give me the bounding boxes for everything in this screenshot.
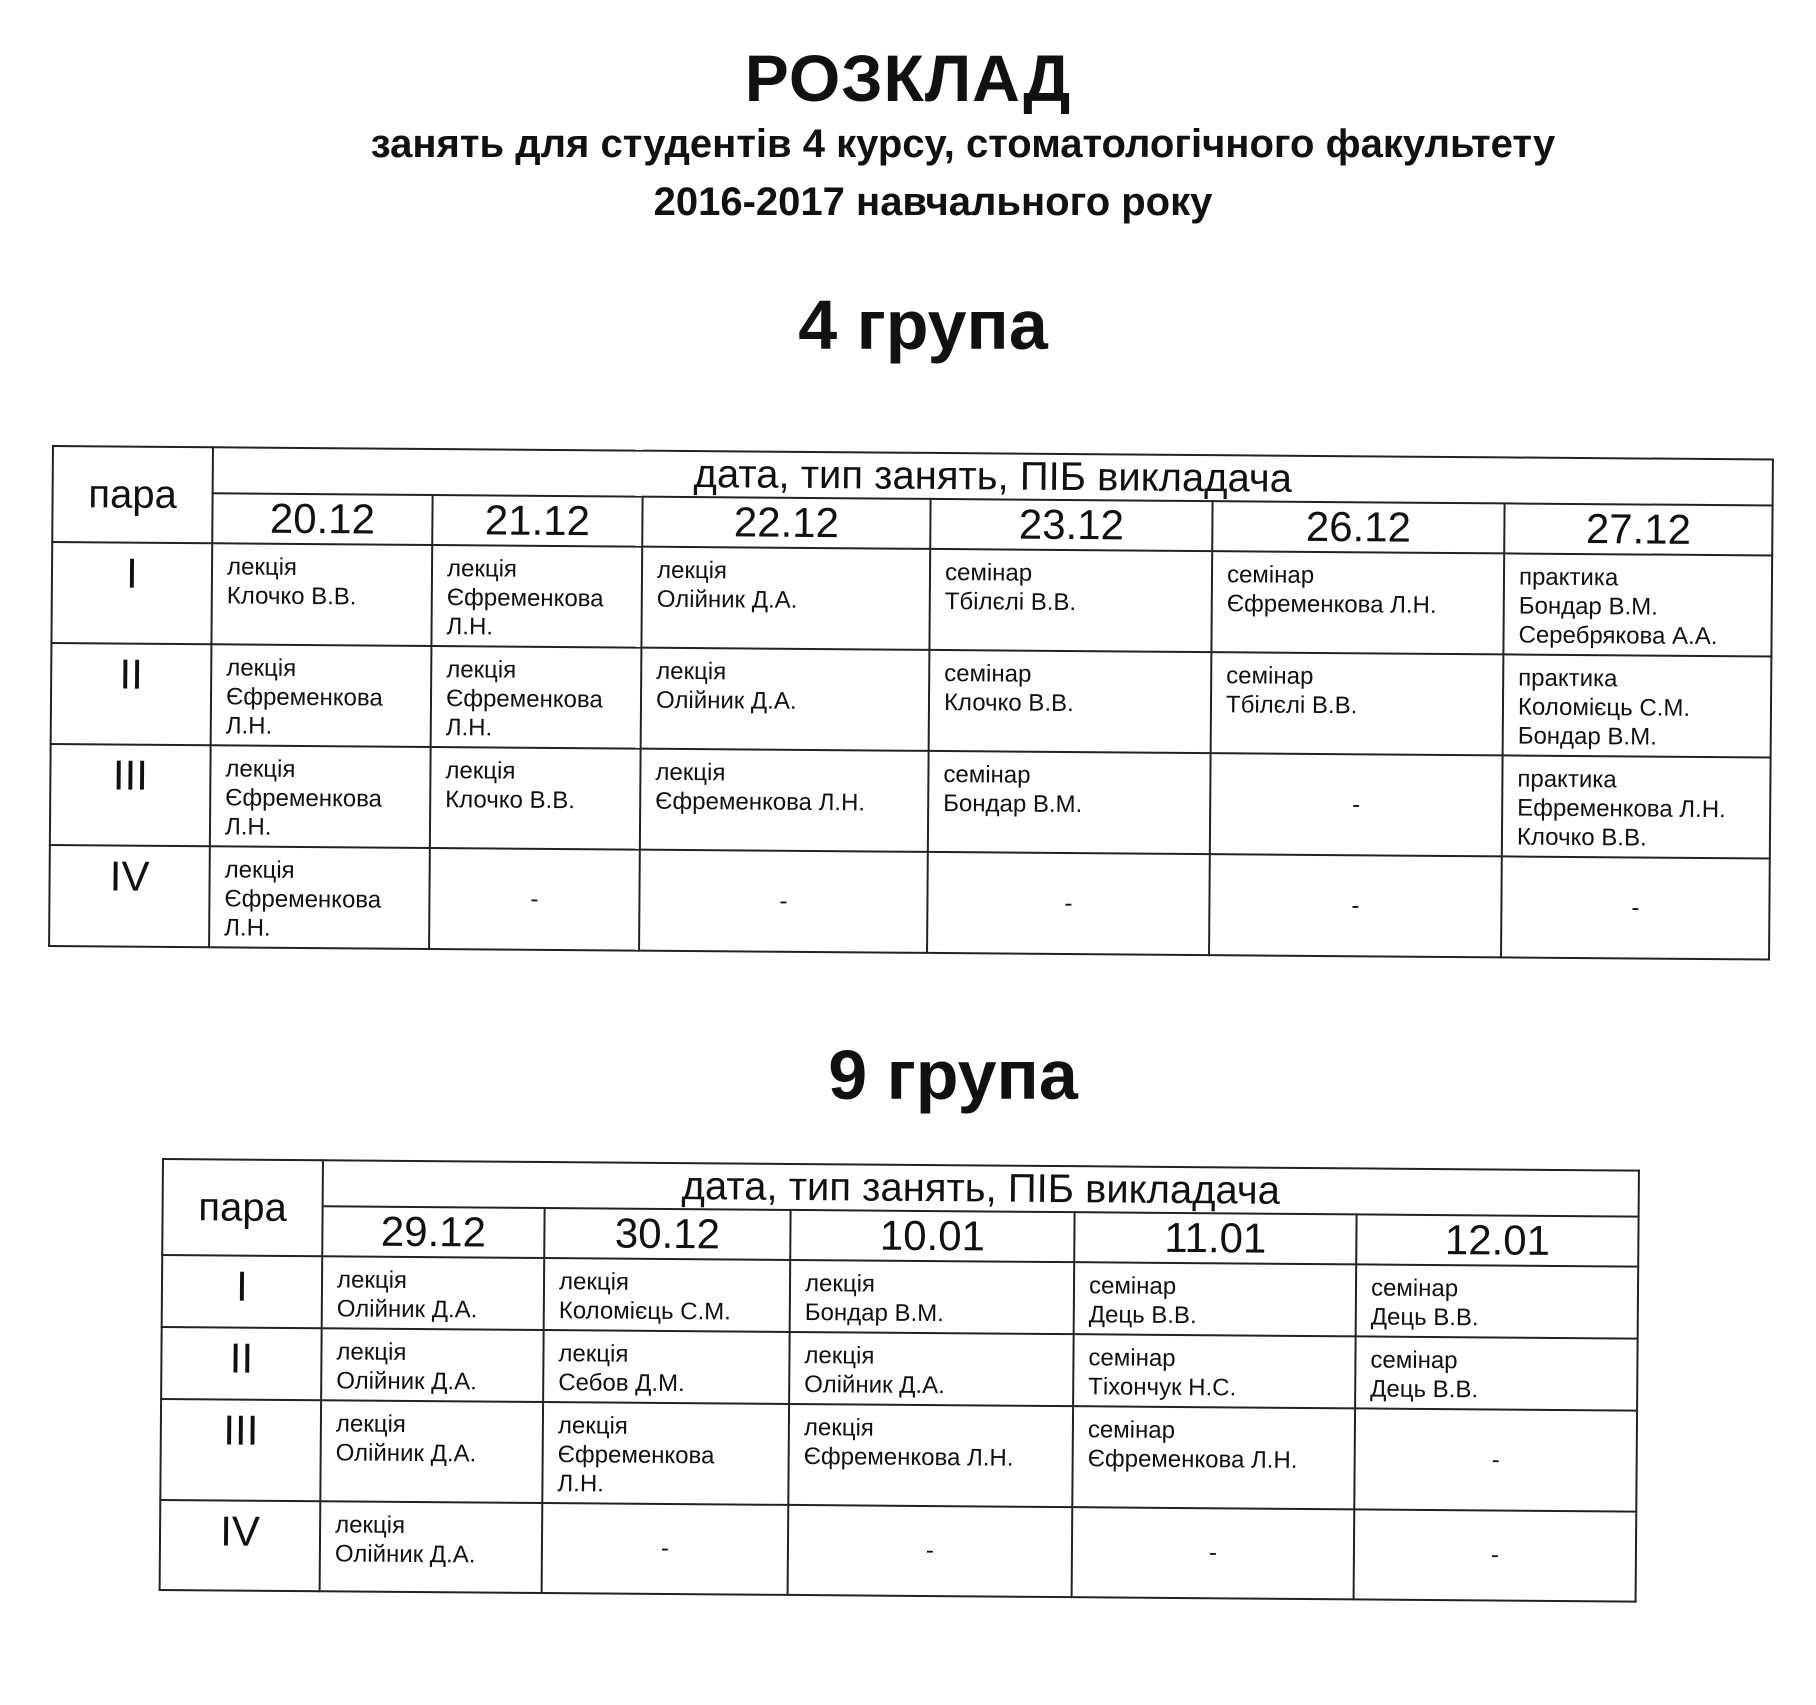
date-header: 27.12: [1504, 503, 1772, 555]
teacher-name: Дець В.В.: [1370, 1375, 1479, 1404]
lesson-type: лекція: [557, 1412, 628, 1440]
lesson-type: семінар: [1226, 561, 1315, 589]
lesson-type: семінар: [944, 660, 1032, 688]
table-row: [162, 1255, 1639, 1339]
teacher-name: Тіхончук Н.С.: [1088, 1373, 1237, 1402]
teacher-name: Олійник Д.А.: [804, 1371, 945, 1400]
teacher-name: Клочко В.В.: [1516, 823, 1647, 852]
teacher-name: Єфременкова: [224, 885, 382, 914]
lesson-cell: [789, 1332, 1074, 1406]
lesson-type: семінар: [1370, 1346, 1458, 1375]
lesson-cell: [640, 749, 929, 852]
teacher-name: Дець В.В.: [1088, 1301, 1197, 1330]
lesson-type: семінар: [1370, 1274, 1459, 1303]
lesson-cell: [211, 644, 432, 747]
lesson-type: семінар: [1226, 662, 1314, 690]
teacher-name: Дець В.В.: [1370, 1303, 1479, 1332]
lesson-cell: [211, 543, 432, 646]
lesson-cell: [1211, 551, 1504, 654]
lesson-cell: [322, 1256, 545, 1330]
lesson-type: лекція: [655, 758, 726, 787]
lesson-cell: [320, 1400, 543, 1503]
lesson-type: практика: [1518, 563, 1619, 592]
table-row: [51, 542, 1772, 657]
teacher-name: Єфременкова: [225, 784, 383, 813]
lesson-type: семінар: [944, 559, 1033, 587]
lesson-cell: [543, 1330, 790, 1404]
empty-slot: -: [1354, 1408, 1637, 1511]
teacher-name: Єфременкова Л.Н.: [655, 787, 866, 817]
teacher-name: Бондар В.М.: [1517, 722, 1657, 751]
teacher-name: Клочко В.В.: [943, 689, 1074, 718]
table-row: [160, 1500, 1637, 1602]
teacher-name: Бондар В.М.: [943, 790, 1083, 819]
lesson-type: семінар: [943, 761, 1031, 789]
lesson-type: лекція: [335, 1410, 406, 1438]
teacher-name: Олійник Д.А.: [334, 1540, 476, 1569]
teacher-name: Єфременкова: [225, 683, 383, 712]
para-number: IV: [160, 1500, 321, 1591]
para-number: II: [161, 1327, 322, 1400]
table-row: [49, 845, 1770, 960]
para-number: I: [51, 542, 212, 644]
table-row: [160, 1399, 1637, 1512]
lesson-cell: [1503, 553, 1772, 656]
teacher-name: Л.Н.: [225, 712, 273, 740]
lesson-type: лекція: [336, 1266, 408, 1294]
teacher-name: Олійник Д.А.: [335, 1439, 477, 1468]
group4-title: 4 група: [798, 286, 1048, 364]
lesson-type: практика: [1517, 765, 1617, 794]
lesson-cell: [929, 549, 1212, 652]
lesson-type: лекція: [445, 757, 516, 785]
lesson-cell: [1503, 654, 1772, 757]
teacher-name: Л.Н.: [224, 813, 272, 841]
lesson-cell: [542, 1402, 789, 1505]
lesson-cell: [1355, 1336, 1638, 1410]
teacher-name: Клочко В.В.: [226, 582, 357, 611]
para-number: IV: [49, 845, 210, 947]
teacher-name: Ефременкова Л.Н.: [1517, 794, 1726, 824]
document-subtitle-line2: 2016-2017 навчального року: [653, 180, 1213, 224]
lesson-type: лекція: [656, 556, 728, 585]
teacher-name: Коломієць С.М.: [558, 1297, 731, 1326]
lesson-cell: [544, 1258, 791, 1332]
document-title: РОЗКЛАД: [744, 41, 1072, 115]
lesson-type: лекція: [336, 1338, 407, 1366]
teacher-name: Єфременкова: [557, 1441, 715, 1470]
lesson-type: лекція: [803, 1414, 874, 1442]
date-header: 26.12: [1212, 501, 1504, 553]
schedule-header: дата, тип занять, ПІБ викладача: [213, 447, 1773, 505]
date-header: 10.01: [790, 1210, 1074, 1262]
empty-slot: -: [429, 848, 640, 951]
lesson-type: лекція: [224, 856, 295, 884]
teacher-name: Єфременкова Л.Н.: [803, 1443, 1014, 1472]
table-row: [161, 1327, 1638, 1411]
teacher-name: Єфременкова Л.Н.: [1087, 1445, 1298, 1474]
lesson-cell: [210, 745, 431, 848]
empty-slot: -: [788, 1505, 1073, 1597]
lesson-type: лекція: [804, 1342, 875, 1370]
lesson-type: лекція: [225, 755, 296, 783]
lesson-cell: [1502, 755, 1771, 858]
lesson-type: семінар: [1087, 1416, 1176, 1444]
teacher-name: Л.Н.: [445, 714, 493, 742]
para-number: II: [51, 643, 212, 745]
lesson-type: лекція: [804, 1270, 876, 1298]
teacher-name: Л.Н.: [446, 613, 494, 641]
document-subtitle-line1: занять для студентів 4 курсу, стоматологічного факультету: [370, 122, 1556, 166]
teacher-name: Тбілєлі В.В.: [944, 588, 1077, 617]
lesson-cell: [209, 846, 430, 949]
teacher-name: Серебрякова А.А.: [1518, 621, 1718, 651]
lesson-cell: [1211, 652, 1504, 755]
lesson-type: лекція: [226, 553, 298, 581]
lesson-cell: [1072, 1406, 1355, 1509]
lesson-type: лекція: [226, 654, 297, 682]
lesson-type: практика: [1518, 664, 1618, 693]
date-header: 22.12: [642, 497, 930, 549]
lesson-cell: [788, 1404, 1073, 1507]
para-header: пара: [162, 1159, 323, 1256]
lesson-cell: [1074, 1262, 1357, 1336]
teacher-name: Л.Н.: [557, 1470, 604, 1498]
lesson-type: лекція: [558, 1340, 629, 1368]
teacher-name: Бондар В.М.: [804, 1299, 944, 1328]
teacher-name: Олійник Д.А.: [336, 1367, 477, 1396]
lesson-cell: [641, 648, 930, 751]
lesson-type: семінар: [1088, 1344, 1176, 1372]
date-header: 11.01: [1074, 1212, 1356, 1264]
lesson-cell: [641, 547, 930, 650]
schedule-header: дата, тип занять, ПІБ викладача: [323, 1160, 1639, 1216]
teacher-name: Єфременкова: [446, 584, 604, 613]
lesson-cell: [321, 1328, 544, 1402]
date-header: 30.12: [544, 1208, 790, 1260]
lesson-type: семінар: [1088, 1272, 1177, 1300]
teacher-name: Єфременкова: [445, 685, 603, 714]
lesson-cell: [790, 1260, 1075, 1334]
group9-schedule-table: [159, 1158, 1640, 1603]
teacher-name: Олійник Д.А.: [336, 1295, 478, 1324]
lesson-cell: [320, 1501, 543, 1593]
group9-title: 9 група: [828, 1036, 1078, 1114]
lesson-type: лекція: [446, 656, 517, 684]
empty-slot: -: [1501, 856, 1770, 959]
lesson-type: лекція: [446, 555, 518, 583]
lesson-cell: [1356, 1264, 1639, 1338]
date-header: 20.12: [212, 493, 432, 545]
table-row: [51, 643, 1772, 758]
lesson-cell: [431, 646, 642, 749]
date-header: 23.12: [930, 499, 1212, 551]
empty-slot: -: [1209, 854, 1502, 957]
teacher-name: Бондар В.М.: [1518, 592, 1658, 621]
lesson-type: лекція: [558, 1268, 630, 1296]
lesson-cell: [430, 747, 641, 850]
teacher-name: Єфременкова Л.Н.: [1226, 590, 1437, 619]
teacher-name: Себов Д.М.: [558, 1369, 685, 1398]
teacher-name: Олійник Д.А.: [655, 686, 797, 715]
empty-slot: -: [927, 852, 1210, 955]
para-number: I: [162, 1255, 323, 1328]
lesson-type: лекція: [656, 657, 727, 686]
empty-slot: -: [1354, 1509, 1637, 1601]
date-header: 12.01: [1356, 1214, 1638, 1266]
teacher-name: Л.Н.: [224, 914, 271, 942]
lesson-cell: [1073, 1334, 1356, 1408]
teacher-name: Тбілєлі В.В.: [1225, 691, 1358, 720]
group4-schedule-table: [48, 445, 1774, 961]
empty-slot: -: [639, 850, 928, 953]
lesson-cell: [431, 545, 642, 648]
para-number: III: [160, 1399, 321, 1501]
empty-slot: -: [1210, 753, 1503, 856]
date-header: 29.12: [322, 1206, 544, 1258]
table-row: [50, 744, 1771, 859]
lesson-cell: [928, 751, 1211, 854]
teacher-name: Клочко В.В.: [445, 786, 576, 815]
lesson-type: лекція: [335, 1511, 406, 1539]
empty-slot: -: [542, 1503, 789, 1595]
date-header: 21.12: [432, 495, 642, 547]
para-header: пара: [52, 446, 213, 543]
empty-slot: -: [1072, 1507, 1355, 1599]
teacher-name: Коломієць С.М.: [1517, 693, 1691, 722]
lesson-cell: [929, 650, 1212, 753]
teacher-name: Олійник Д.А.: [656, 585, 798, 614]
para-number: III: [50, 744, 211, 846]
